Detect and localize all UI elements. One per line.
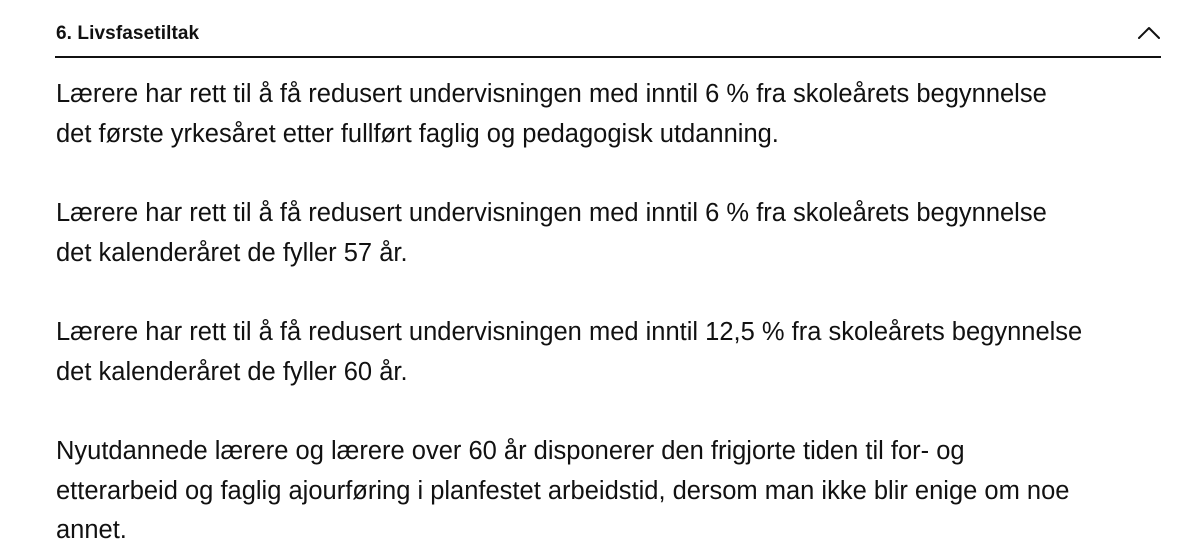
paragraph-line: annet.	[56, 516, 127, 544]
paragraph-freed-time	[56, 432, 1146, 551]
chevron-up-icon[interactable]	[1137, 23, 1161, 43]
paragraph-line: Lærere har rett til å få redusert undervisningen med inntil 6 % fra skoleårets begynnelse	[56, 199, 1047, 227]
paragraph-line: det første yrkesåret etter fullført faglig og pedagogisk utdanning.	[56, 119, 779, 148]
accordion-body	[56, 75, 1146, 551]
paragraph-line: Lærere har rett til å få redusert undervisningen med inntil 6 % fra skoleårets begynnelse	[56, 80, 1047, 108]
paragraph-line: det kalenderåret de fyller 57 år.	[56, 238, 408, 267]
paragraph-age-57	[56, 194, 1146, 273]
paragraph-line: det kalenderåret de fyller 60 år.	[56, 357, 408, 386]
paragraph-age-60	[56, 313, 1146, 392]
section-title: 6. Livsfasetiltak	[56, 23, 200, 44]
paragraph-line: Nyutdannede lærere og lærere over 60 år disponerer den frigjorte tiden til for- og	[56, 437, 965, 465]
paragraph-line: etterarbeid og faglig ajourføring i planfestet arbeidstid, dersom man ikke blir enige om noe	[56, 476, 1070, 505]
accordion-header[interactable]	[55, 14, 1161, 58]
paragraph-first-year	[56, 75, 1146, 154]
paragraph-line: Lærere har rett til å få redusert undervisningen med inntil 12,5 % fra skoleårets begynnelse	[56, 318, 1083, 346]
